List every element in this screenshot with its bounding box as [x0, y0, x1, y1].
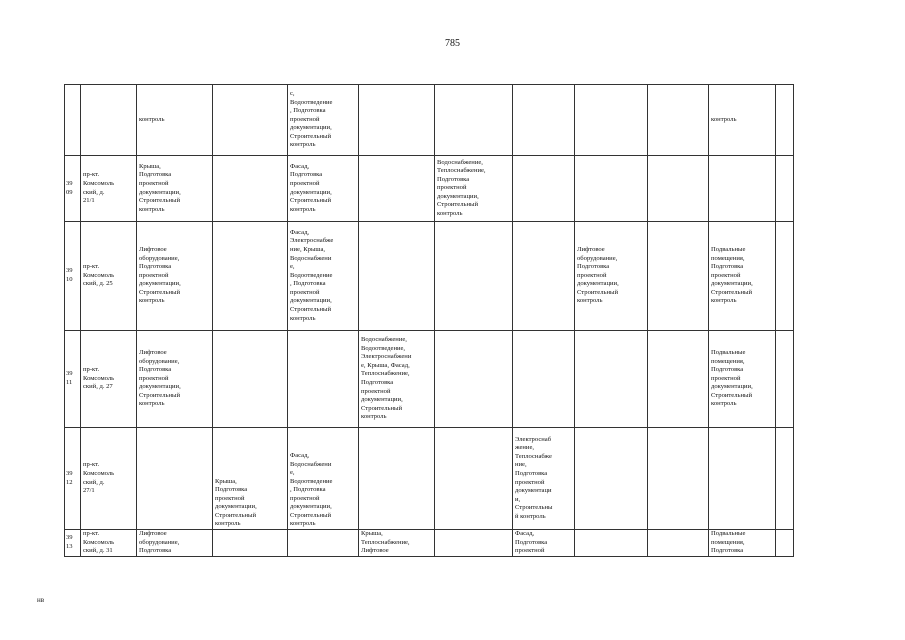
table-cell: Подвальные помещения, Подготовка проектной документации, Строительный контроль — [709, 222, 776, 331]
table-cell — [213, 222, 288, 331]
table-cell — [513, 156, 575, 222]
table-cell — [575, 331, 648, 428]
table-cell — [213, 85, 288, 156]
table-cell — [435, 530, 513, 557]
row-number: 39 10 — [65, 222, 81, 331]
address-cell: пр-кт. Комсомоль ский, д. 27 — [81, 331, 137, 428]
table-row — [65, 222, 794, 331]
table-cell — [575, 428, 648, 530]
table-cell: Водоснабжение, Водоотведение, Электроснабжени е, Крыша, Фасад, Теплоснабжение, Подготовка проектной документации, Строительный контроль — [359, 331, 435, 428]
table-row — [65, 428, 794, 530]
table-cell: с, Водоотведение , Подготовка проектной документации, Строительный контроль — [288, 85, 359, 156]
table-cell — [359, 428, 435, 530]
table-cell: Лифтовое оборудование, Подготовка проектной документации, Строительный контроль — [575, 222, 648, 331]
table-cell: контроль — [709, 85, 776, 156]
address-cell — [81, 85, 137, 156]
table-cell: Подвальные помещения, Подготовка — [709, 530, 776, 557]
table-cell — [648, 530, 709, 557]
row-number: 39 13 — [65, 530, 81, 557]
table-cell — [575, 85, 648, 156]
table-cell — [213, 331, 288, 428]
address-cell: пр-кт. Комсомоль ский, д. 31 — [81, 530, 137, 557]
address-cell: пр-кт. Комсомоль ский, д. 21/1 — [81, 156, 137, 222]
table-cell — [213, 156, 288, 222]
table-cell — [288, 530, 359, 557]
table-cell — [513, 331, 575, 428]
table-cell: Фасад, Подготовка проектной — [513, 530, 575, 557]
table-cell — [776, 530, 794, 557]
row-number: 39 11 — [65, 331, 81, 428]
table-cell: Крыша, Подготовка проектной документации, Строительный контроль — [137, 156, 213, 222]
table-cell: Электроснаб жение, Теплоснабже ние, Подготовка проектной документаци и, Строительны й контроль — [513, 428, 575, 530]
row-number: 39 12 — [65, 428, 81, 530]
table-cell — [137, 428, 213, 530]
table-cell — [776, 428, 794, 530]
table-row — [65, 156, 794, 222]
table-cell — [776, 331, 794, 428]
table-cell — [776, 156, 794, 222]
table-cell: Крыша, Подготовка проектной документации, Строительный контроль — [213, 428, 288, 530]
table-cell: Крыша, Теплоснабжение, Лифтовое — [359, 530, 435, 557]
table-cell: Лифтовое оборудование, Подготовка проектной документации, Строительный контроль — [137, 331, 213, 428]
table-cell — [575, 156, 648, 222]
table-cell — [513, 222, 575, 331]
row-number: 39 09 — [65, 156, 81, 222]
table-cell — [648, 222, 709, 331]
table-cell: Лифтовое оборудование, Подготовка — [137, 530, 213, 557]
address-cell: пр-кт. Комсомоль ский, д. 25 — [81, 222, 137, 331]
table-cell — [648, 428, 709, 530]
table-cell — [359, 222, 435, 331]
table-cell: Лифтовое оборудование, Подготовка проектной документации, Строительный контроль — [137, 222, 213, 331]
table-cell — [288, 331, 359, 428]
table-cell — [776, 85, 794, 156]
table-cell — [575, 530, 648, 557]
table-cell — [435, 85, 513, 156]
table-cell — [435, 331, 513, 428]
table-cell — [359, 156, 435, 222]
table-row — [65, 331, 794, 428]
table-cell — [213, 530, 288, 557]
table-row — [65, 530, 794, 557]
address-cell: пр-кт. Комсомоль ский, д. 27/1 — [81, 428, 137, 530]
table-cell — [513, 85, 575, 156]
table-cell — [776, 222, 794, 331]
table-cell: Фасад, Водоснабжени е, Водоотведение , Подготовка проектной документации, Строительный контроль — [288, 428, 359, 530]
table-row — [65, 85, 794, 156]
table-cell: Фасад, Электроснабже ние, Крыша, Водоснабжени е, Водоотведение , Подготовка проектной документации, Строительный контроль — [288, 222, 359, 331]
table-cell: Подвальные помещения, Подготовка проектной документации, Строительный контроль — [709, 331, 776, 428]
table-cell — [648, 156, 709, 222]
table-cell — [648, 331, 709, 428]
page-number: 785 — [445, 38, 460, 49]
table-cell — [435, 222, 513, 331]
footer-mark: нв — [37, 596, 45, 604]
table-cell: контроль — [137, 85, 213, 156]
table-cell — [709, 156, 776, 222]
capital-repair-table — [64, 84, 794, 557]
table-cell — [648, 85, 709, 156]
row-number — [65, 85, 81, 156]
table-cell: Водоснабжение, Теплоснабжение, Подготовка проектной документации, Строительный контроль — [435, 156, 513, 222]
table-cell — [435, 428, 513, 530]
table-cell — [709, 428, 776, 530]
table-cell — [359, 85, 435, 156]
table-cell: Фасад, Подготовка проектной документации, Строительный контроль — [288, 156, 359, 222]
